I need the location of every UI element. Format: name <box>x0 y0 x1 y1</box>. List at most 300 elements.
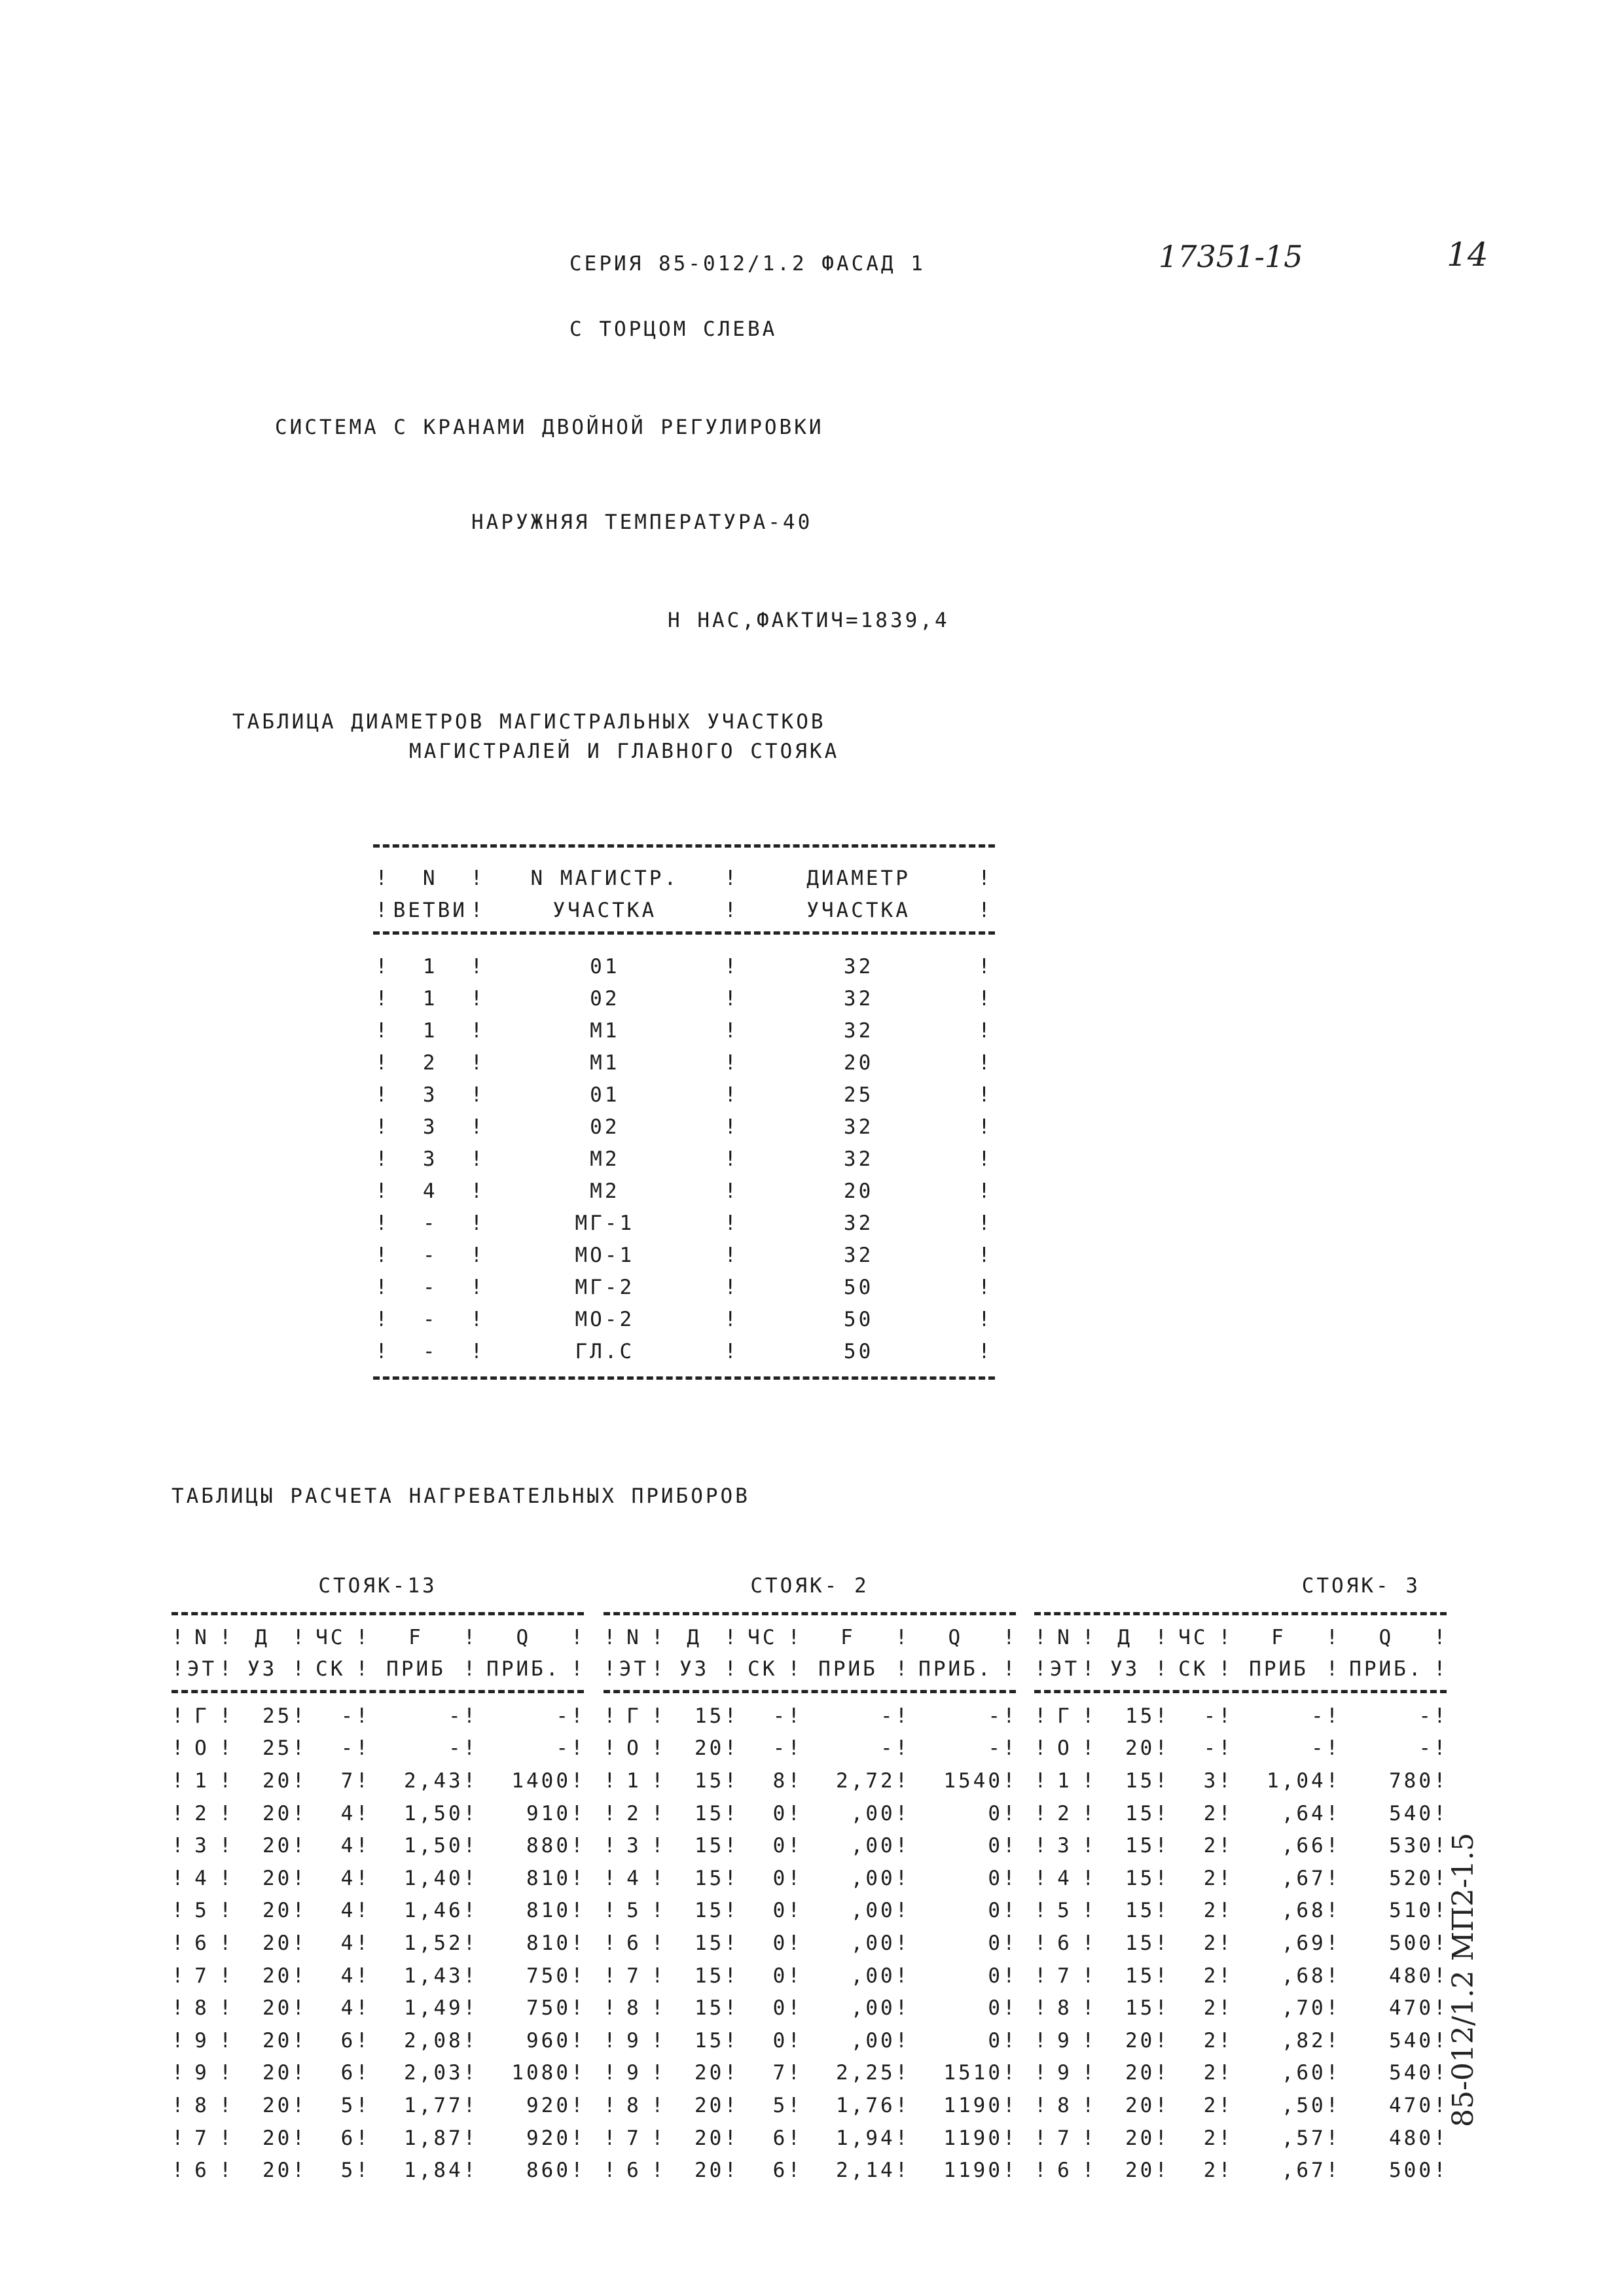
stack-3 <box>1034 1574 1447 2187</box>
table-row: ! 1 ! М1 ! 32 ! <box>375 1018 993 1043</box>
area-cell: ,00 <box>850 1834 895 1858</box>
diameter-cell: 15 <box>695 1866 725 1890</box>
diameter-cell: 20 <box>262 1899 293 1923</box>
branch-cell: 3 <box>422 1115 438 1139</box>
floor-cell: 6 <box>1057 1931 1072 1955</box>
diameter-cell: 20 <box>262 1801 293 1825</box>
heat-cell: - <box>1418 1736 1434 1761</box>
table-row: ! 6 ! 15 ! 0 ! ,00 ! 0 ! <box>604 1931 1018 1955</box>
sections-cell: 0 <box>772 1866 788 1890</box>
area-cell: 1,94 <box>836 2126 895 2150</box>
branch-cell: 1 <box>422 954 438 978</box>
area-cell: 1,50 <box>404 1801 463 1825</box>
floor-cell: 3 <box>1057 1834 1072 1858</box>
diameter-cell: 15 <box>695 1931 725 1955</box>
sections-cell: 0 <box>772 1996 788 2020</box>
heat-cell: 780 <box>1389 1768 1434 1793</box>
table-row: ! 3 ! 20 ! 4 ! 1,50 ! 880 ! <box>171 1834 586 1858</box>
stack-header-cell: N <box>194 1626 209 1649</box>
header-section-2: УЧАСТКА <box>806 898 911 922</box>
stack-header-cell: N <box>1057 1626 1072 1649</box>
sections-cell: - <box>340 1736 356 1761</box>
side-stamp: 85-012/1.2 МП2-1.5 <box>1447 1833 1480 2127</box>
section-cell: 02 <box>590 1115 620 1139</box>
stack-header-row: ! ЭТ ! УЗ ! СК ! ПРИБ ! ПРИБ. ! <box>171 1657 586 1681</box>
heat-cell: 0 <box>988 1899 1003 1923</box>
header-section: УЧАСТКА <box>552 898 657 922</box>
heat-cell: 0 <box>988 1964 1003 1988</box>
stack-header-row: ! ЭТ ! УЗ ! СК ! ПРИБ ! ПРИБ. ! <box>1034 1657 1449 1681</box>
floor-cell: 8 <box>1057 2093 1072 2117</box>
area-cell: - <box>448 1736 463 1761</box>
section-cell: 02 <box>590 986 620 1011</box>
stack-header-cell: ПРИБ. <box>486 1657 561 1681</box>
divider <box>373 844 995 848</box>
sections-cell: 4 <box>340 1834 356 1858</box>
area-cell: 2,43 <box>404 1768 463 1793</box>
diameter-cell: 15 <box>1125 1996 1155 2020</box>
divider <box>171 1612 584 1615</box>
sections-cell: 0 <box>772 1931 788 1955</box>
section-cell: МГ-1 <box>575 1211 635 1235</box>
stack-name: СТОЯК- 3 <box>1301 1574 1420 1598</box>
branch-cell: 3 <box>422 1083 438 1107</box>
diameter-cell: 15 <box>695 1899 725 1923</box>
diameter-cell: 20 <box>262 1931 293 1955</box>
floor-cell: 9 <box>1057 2028 1072 2053</box>
floor-cell: 9 <box>194 2061 209 2085</box>
stack-header-cell: ПРИБ. <box>918 1657 993 1681</box>
floor-cell: 8 <box>1057 1996 1072 2020</box>
sections-cell: 2 <box>1203 1834 1219 1858</box>
heat-cell: 480 <box>1389 1964 1434 1988</box>
branch-cell: 1 <box>422 1018 438 1043</box>
heat-cell: 530 <box>1389 1834 1434 1858</box>
table-row: ! 2 ! 15 ! 0 ! ,00 ! 0 ! <box>604 1801 1018 1825</box>
diameter-cell: 15 <box>1125 1768 1155 1793</box>
diameter-cell: 15 <box>1125 1931 1155 1955</box>
diameter-cell: 32 <box>843 1115 874 1139</box>
diameter-cell: 15 <box>1125 1704 1155 1728</box>
stack-header-cell: ЭТ <box>187 1657 217 1681</box>
diameter-cell: 20 <box>262 1834 293 1858</box>
table-row: ! 7 ! 20 ! 6 ! 1,87 ! 920 ! <box>171 2126 586 2150</box>
floor-cell: О <box>194 1736 209 1761</box>
stack-header-cell: ПРИБ <box>818 1657 878 1681</box>
floor-cell: 6 <box>626 1931 641 1955</box>
floor-cell: 6 <box>626 2159 641 2183</box>
floor-cell: 5 <box>194 1899 209 1923</box>
table-row: ! 7 ! 20 ! 6 ! 1,94 ! 1190 ! <box>604 2126 1018 2150</box>
stack-header-cell: УЗ <box>247 1657 278 1681</box>
area-cell: ,70 <box>1281 1996 1326 2020</box>
stack-header-cell: Q <box>516 1626 532 1649</box>
diameter-cell: 20 <box>843 1179 874 1203</box>
sections-cell: 2 <box>1203 2093 1219 2117</box>
sections-cell: 4 <box>340 1866 356 1890</box>
sections-cell: - <box>772 1704 788 1728</box>
stack-header-cell: Д <box>687 1626 702 1649</box>
table-row: ! О ! 20 ! - ! - ! - ! <box>1034 1736 1449 1761</box>
floor-cell: 3 <box>626 1834 641 1858</box>
stack-name: СТОЯК- 2 <box>750 1574 869 1598</box>
section-cell: ГЛ.С <box>575 1339 635 1363</box>
floor-cell: 8 <box>194 2093 209 2117</box>
sections-cell: 5 <box>772 2093 788 2117</box>
stack-header-row: ! ЭТ ! УЗ ! СК ! ПРИБ ! ПРИБ. ! <box>604 1657 1018 1681</box>
area-cell: 1,40 <box>404 1866 463 1890</box>
branch-cell: - <box>422 1307 438 1331</box>
heat-cell: 960 <box>526 2028 571 2053</box>
stack-header-cell: Q <box>1379 1626 1394 1649</box>
area-cell: 1,43 <box>404 1964 463 1988</box>
heat-cell: 0 <box>988 1931 1003 1955</box>
stack-header-cell: СК <box>316 1657 346 1681</box>
page-number: 14 <box>1447 236 1489 274</box>
stack-header-cell: ЧС <box>1178 1626 1208 1649</box>
diameter-cell: 15 <box>1125 1834 1155 1858</box>
area-cell: ,60 <box>1281 2061 1326 2085</box>
area-cell: ,00 <box>850 1801 895 1825</box>
diameter-cell: 32 <box>843 954 874 978</box>
floor-cell: 5 <box>1057 1899 1072 1923</box>
sections-cell: 5 <box>340 2159 356 2183</box>
heat-cell: 880 <box>526 1834 571 1858</box>
heat-cell: 500 <box>1389 2159 1434 2183</box>
heat-cell: 540 <box>1389 2061 1434 2085</box>
table-row: ! 8 ! 20 ! 5 ! 1,76 ! 1190 ! <box>604 2093 1018 2117</box>
diameter-table: ! N ! N МАГИСТР. ! ДИАМЕТР ! ! ВЕТВИ ! УЧАСТКА ! УЧАСТКА ! ! 1 ! 01 ! 32 ! ! 1 ! 02 ! 32 ! ! 1 ! М1 ! 32 ! ! 2 ! М1 ! 20 ! ! 3 ! 01 ! 25 ! ! 3 ! 02 ! 32 ! ! 3 ! М2 ! 32 ! ! 4 ! М2 ! 20 ! ! - ! МГ-1 ! 32 ! ! - ! МО-1 ! 32 ! ! - ! МГ-2 ! 50 ! ! - ! МО-2 ! 50 ! ! - ! ГЛ.С ! 50 ! <box>373 844 995 1380</box>
heat-cell: 520 <box>1389 1866 1434 1890</box>
table-row: ! 2 ! 15 ! 2 ! ,64 ! 540 ! <box>1034 1801 1449 1825</box>
table-row: ! Г ! 15 ! - ! - ! - ! <box>604 1704 1018 1728</box>
table-row: ! Г ! 15 ! - ! - ! - ! <box>1034 1704 1449 1728</box>
table-row: ! 4 ! М2 ! 20 ! <box>375 1179 993 1203</box>
diameter-cell: 25 <box>262 1704 293 1728</box>
table-row: ! 5 ! 15 ! 0 ! ,00 ! 0 ! <box>604 1899 1018 1923</box>
heat-cell: 810 <box>526 1866 571 1890</box>
section-cell: М1 <box>590 1018 620 1043</box>
doc-number: 17351-15 <box>1159 239 1303 274</box>
branch-cell: - <box>422 1339 438 1363</box>
area-cell: ,00 <box>850 1866 895 1890</box>
branch-cell: 4 <box>422 1179 438 1203</box>
floor-cell: 9 <box>626 2028 641 2053</box>
area-cell: ,57 <box>1281 2126 1326 2150</box>
heat-cell: 750 <box>526 1996 571 2020</box>
area-cell: - <box>448 1704 463 1728</box>
stack-header-cell: F <box>408 1626 424 1649</box>
heat-cell: 750 <box>526 1964 571 1988</box>
stack-header-cell: Д <box>255 1626 270 1649</box>
area-cell: - <box>1311 1704 1326 1728</box>
heaters-title: ТАБЛИЦЫ РАСЧЕТА НАГРЕВАТЕЛЬНЫХ ПРИБОРОВ <box>171 1484 750 1508</box>
table-row: ! О ! 25 ! - ! - ! - ! <box>171 1736 586 1761</box>
diameter-cell: 20 <box>695 2159 725 2183</box>
diameter-cell: 25 <box>843 1083 874 1107</box>
stack-header-cell: Д <box>1117 1626 1132 1649</box>
diameter-cell: 15 <box>1125 1899 1155 1923</box>
diameter-cell: 15 <box>1125 1964 1155 1988</box>
section-cell: М1 <box>590 1050 620 1075</box>
heat-cell: 480 <box>1389 2126 1434 2150</box>
floor-cell: 1 <box>1057 1768 1072 1793</box>
floor-cell: 3 <box>194 1834 209 1858</box>
floor-cell: 7 <box>1057 1964 1072 1988</box>
table-row: ! - ! МО-2 ! 50 ! <box>375 1307 993 1331</box>
sections-cell: 4 <box>340 1964 356 1988</box>
table-row: ! 3 ! 15 ! 0 ! ,00 ! 0 ! <box>604 1834 1018 1858</box>
area-cell: 1,50 <box>404 1834 463 1858</box>
diameter-cell: 15 <box>695 2028 725 2053</box>
divider <box>373 1376 995 1380</box>
floor-cell: О <box>1057 1736 1072 1761</box>
floor-cell: 7 <box>626 1964 641 1988</box>
sections-cell: 2 <box>1203 2061 1219 2085</box>
diameter-cell: 20 <box>1125 2093 1155 2117</box>
stack-header-cell: УЗ <box>1110 1657 1140 1681</box>
stack-header-cell: СК <box>1178 1657 1208 1681</box>
sections-cell: 6 <box>340 2126 356 2150</box>
table-row: ! 4 ! 20 ! 4 ! 1,40 ! 810 ! <box>171 1866 586 1890</box>
area-cell: ,00 <box>850 1899 895 1923</box>
heat-cell: 1510 <box>943 2061 1003 2085</box>
floor-cell: 7 <box>194 2126 209 2150</box>
diameter-cell: 15 <box>1125 1866 1155 1890</box>
sections-cell: 4 <box>340 1899 356 1923</box>
table-row: ! - ! МО-1 ! 32 ! <box>375 1243 993 1267</box>
floor-cell: 7 <box>194 1964 209 1988</box>
header-branch: ВЕТВИ <box>393 898 467 922</box>
sections-cell: 8 <box>772 1768 788 1793</box>
diameter-cell: 15 <box>695 1834 725 1858</box>
heat-cell: 1400 <box>511 1768 571 1793</box>
sections-cell: - <box>772 1736 788 1761</box>
floor-cell: 2 <box>194 1801 209 1825</box>
area-cell: 2,03 <box>404 2061 463 2085</box>
diameter-cell: 15 <box>695 1704 725 1728</box>
area-cell: 2,25 <box>836 2061 895 2085</box>
table-row: ! - ! ГЛ.С ! 50 ! <box>375 1339 993 1363</box>
branch-cell: - <box>422 1275 438 1299</box>
diameter-cell: 20 <box>262 1768 293 1793</box>
diameter-cell: 15 <box>695 1801 725 1825</box>
floor-cell: Г <box>1057 1704 1072 1728</box>
area-cell: ,82 <box>1281 2028 1326 2053</box>
area-cell: ,68 <box>1281 1964 1326 1988</box>
table-row: ! 9 ! 20 ! 6 ! 2,03 ! 1080 ! <box>171 2061 586 2085</box>
diameter-cell: 20 <box>695 1736 725 1761</box>
diameter-cell: 15 <box>695 1964 725 1988</box>
diameter-cell: 50 <box>843 1307 874 1331</box>
area-cell: ,67 <box>1281 1866 1326 1890</box>
floor-cell: О <box>626 1736 641 1761</box>
table-row: ! 9 ! 20 ! 6 ! 2,08 ! 960 ! <box>171 2028 586 2053</box>
heat-cell: 1540 <box>943 1768 1003 1793</box>
area-cell: 1,84 <box>404 2159 463 2183</box>
heat-cell: 920 <box>526 2126 571 2150</box>
floor-cell: 4 <box>626 1866 641 1890</box>
diameter-cell: 20 <box>262 1866 293 1890</box>
table-row: ! 1 ! 20 ! 7 ! 2,43 ! 1400 ! <box>171 1768 586 1793</box>
table-row: ! 6 ! 20 ! 4 ! 1,52 ! 810 ! <box>171 1931 586 1955</box>
stack-header-cell: Q <box>948 1626 964 1649</box>
table-row: ! 9 ! 20 ! 7 ! 2,25 ! 1510 ! <box>604 2061 1018 2085</box>
diameter-cell: 20 <box>262 2093 293 2117</box>
heat-cell: 1190 <box>943 2126 1003 2150</box>
area-cell: ,69 <box>1281 1931 1326 1955</box>
diameter-cell: 20 <box>843 1050 874 1075</box>
diameter-cell: 20 <box>262 2159 293 2183</box>
divider <box>1034 1690 1447 1693</box>
table-row: ! - ! МГ-1 ! 32 ! <box>375 1211 993 1235</box>
table-row: ! 1 ! 01 ! 32 ! <box>375 954 993 978</box>
table-row: ! 8 ! 15 ! 2 ! ,70 ! 470 ! <box>1034 1996 1449 2020</box>
divider <box>171 1690 584 1693</box>
table-row: ! 5 ! 20 ! 4 ! 1,46 ! 810 ! <box>171 1899 586 1923</box>
diameter-cell: 15 <box>1125 1801 1155 1825</box>
floor-cell: 9 <box>626 2061 641 2085</box>
heat-cell: 0 <box>988 1996 1003 2020</box>
area-cell: 1,04 <box>1267 1768 1326 1793</box>
diameter-cell: 15 <box>695 1768 725 1793</box>
heat-cell: 0 <box>988 1834 1003 1858</box>
diameter-cell: 20 <box>262 2061 293 2085</box>
sections-cell: 6 <box>340 2061 356 2085</box>
divider <box>604 1690 1016 1693</box>
table-row: ! - ! МГ-2 ! 50 ! <box>375 1275 993 1299</box>
area-cell: - <box>880 1704 895 1728</box>
diameter-cell: 50 <box>843 1339 874 1363</box>
stack-header-cell: ЭТ <box>619 1657 649 1681</box>
diameter-cell: 15 <box>695 1996 725 2020</box>
system-title: СИСТЕМА С КРАНАМИ ДВОЙНОЙ РЕГУЛИРОВКИ <box>275 416 824 439</box>
heat-cell: 1080 <box>511 2061 571 2085</box>
heat-cell: - <box>556 1704 571 1728</box>
table-row: ! 8 ! 20 ! 2 ! ,50 ! 470 ! <box>1034 2093 1449 2117</box>
diameter-cell: 32 <box>843 986 874 1011</box>
floor-cell: 1 <box>194 1768 209 1793</box>
section-cell: 01 <box>590 1083 620 1107</box>
area-cell: ,64 <box>1281 1801 1326 1825</box>
sections-cell: 0 <box>772 1801 788 1825</box>
floor-cell: 6 <box>194 1931 209 1955</box>
header-main-no: N МАГИСТР. <box>530 866 679 890</box>
table-row: ! 3 ! 01 ! 25 ! <box>375 1083 993 1107</box>
section-cell: М2 <box>590 1179 620 1203</box>
area-cell: ,67 <box>1281 2159 1326 2183</box>
area-cell: ,00 <box>850 1964 895 1988</box>
sections-cell: 2 <box>1203 2159 1219 2183</box>
sections-cell: 4 <box>340 1996 356 2020</box>
table-row: ! 3 ! 15 ! 2 ! ,66 ! 530 ! <box>1034 1834 1449 1858</box>
table-row: ! 5 ! 15 ! 2 ! ,68 ! 510 ! <box>1034 1899 1449 1923</box>
floor-cell: 6 <box>194 2159 209 2183</box>
floor-cell: 2 <box>1057 1801 1072 1825</box>
stack-header-cell: F <box>840 1626 856 1649</box>
sections-cell: 5 <box>340 2093 356 2117</box>
diameter-cell: 32 <box>843 1243 874 1267</box>
heat-cell: 500 <box>1389 1931 1434 1955</box>
sections-cell: 6 <box>772 2159 788 2183</box>
diameter-cell: 20 <box>695 2061 725 2085</box>
pressure: Н НАС,ФАКТИЧ=1839,4 <box>668 609 950 632</box>
floor-cell: 8 <box>194 1996 209 2020</box>
section-cell: МО-1 <box>575 1243 635 1267</box>
floor-cell: 9 <box>194 2028 209 2053</box>
diameter-table-title-1: ТАБЛИЦА ДИАМЕТРОВ МАГИСТРАЛЬНЫХ УЧАСТКОВ <box>232 710 826 734</box>
header-diameter: ДИАМЕТР <box>806 866 911 890</box>
table-row: ! 1 ! 15 ! 8 ! 2,72 ! 1540 ! <box>604 1768 1018 1793</box>
area-cell: 1,76 <box>836 2093 895 2117</box>
diameter-cell: 20 <box>1125 1736 1155 1761</box>
floor-cell: 8 <box>626 2093 641 2117</box>
stack-header-cell: ПРИБ <box>386 1657 446 1681</box>
diameter-cell: 20 <box>262 2028 293 2053</box>
area-cell: 1,77 <box>404 2093 463 2117</box>
diameter-cell: 20 <box>262 1964 293 1988</box>
divider <box>373 931 995 935</box>
floor-cell: 4 <box>194 1866 209 1890</box>
area-cell: ,68 <box>1281 1899 1326 1923</box>
diameter-cell: 25 <box>262 1736 293 1761</box>
floor-cell: Г <box>626 1704 641 1728</box>
heat-cell: - <box>1418 1704 1434 1728</box>
floor-cell: 9 <box>1057 2061 1072 2085</box>
outdoor-temp: НАРУЖНЯЯ ТЕМПЕРАТУРА-40 <box>471 511 813 534</box>
heat-cell: 540 <box>1389 1801 1434 1825</box>
floor-cell: 1 <box>626 1768 641 1793</box>
branch-cell: 3 <box>422 1147 438 1171</box>
heat-cell: - <box>988 1736 1003 1761</box>
heat-cell: - <box>556 1736 571 1761</box>
table-row: ! 4 ! 15 ! 2 ! ,67 ! 520 ! <box>1034 1866 1449 1890</box>
sections-cell: 0 <box>772 2028 788 2053</box>
diameter-cell: 32 <box>843 1211 874 1235</box>
area-cell: ,00 <box>850 1996 895 2020</box>
sections-cell: - <box>1203 1704 1219 1728</box>
sections-cell: 0 <box>772 1964 788 1988</box>
floor-cell: 7 <box>1057 2126 1072 2150</box>
table-row: ! 8 ! 20 ! 5 ! 1,77 ! 920 ! <box>171 2093 586 2117</box>
sections-cell: 2 <box>1203 1866 1219 1890</box>
stack-2 <box>604 1574 1016 2187</box>
stack-header-cell: ЧС <box>748 1626 778 1649</box>
sections-cell: 3 <box>1203 1768 1219 1793</box>
table-row: ! 9 ! 20 ! 2 ! ,82 ! 540 ! <box>1034 2028 1449 2053</box>
floor-cell: 7 <box>626 2126 641 2150</box>
stack-header-cell: ПРИБ <box>1249 1657 1308 1681</box>
table-row: ! 1 ! 02 ! 32 ! <box>375 986 993 1011</box>
stack-header-row: ! N ! Д ! ЧС ! F ! Q ! <box>604 1626 1018 1649</box>
table-row: ! Г ! 25 ! - ! - ! - ! <box>171 1704 586 1728</box>
table-row: ! 2 ! М1 ! 20 ! <box>375 1050 993 1075</box>
diameter-cell: 20 <box>695 2126 725 2150</box>
table-row: ! 8 ! 15 ! 0 ! ,00 ! 0 ! <box>604 1996 1018 2020</box>
branch-cell: 2 <box>422 1050 438 1075</box>
section-cell: МГ-2 <box>575 1275 635 1299</box>
table-row: ! 3 ! 02 ! 32 ! <box>375 1115 993 1139</box>
sections-cell: - <box>1203 1736 1219 1761</box>
stack-header-cell: УЗ <box>679 1657 710 1681</box>
heat-cell: 920 <box>526 2093 571 2117</box>
diameter-cell: 20 <box>1125 2159 1155 2183</box>
sections-cell: 4 <box>340 1801 356 1825</box>
heat-cell: - <box>988 1704 1003 1728</box>
diameter-cell: 20 <box>1125 2028 1155 2053</box>
table-row: ! 6 ! 20 ! 6 ! 2,14 ! 1190 ! <box>604 2159 1018 2183</box>
stack-header-cell: N <box>626 1626 641 1649</box>
